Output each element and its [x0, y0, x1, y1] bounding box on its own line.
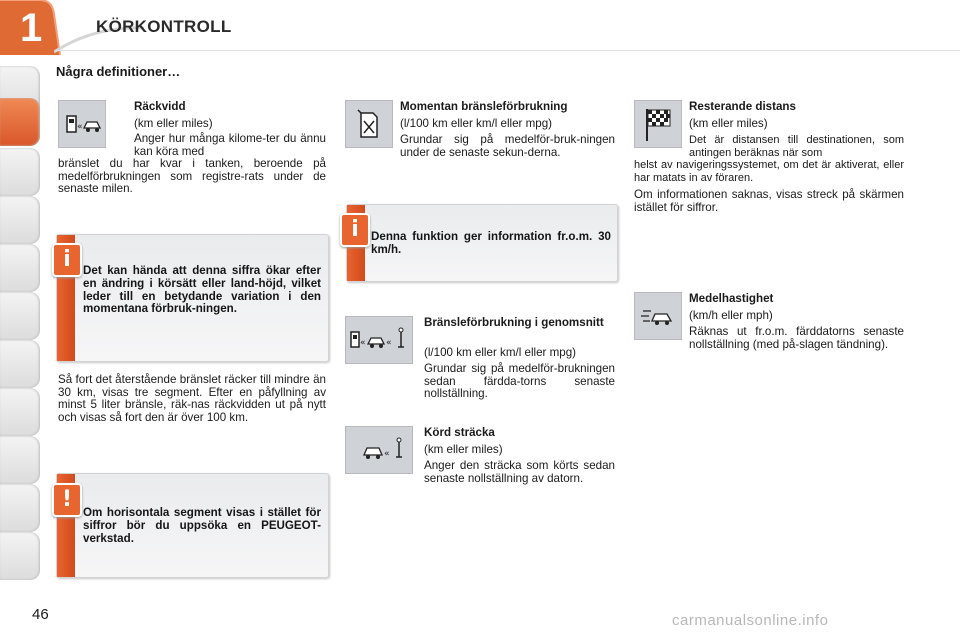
instant-consumption-heading: Momentan bränsleförbrukning	[400, 100, 568, 113]
side-tab-active[interactable]	[0, 98, 40, 146]
section-heading: Några definitioner…	[56, 64, 181, 79]
svg-text:«: «	[77, 122, 83, 132]
page-number: 46	[32, 606, 49, 623]
car-speed-icon	[634, 292, 682, 340]
header-rule	[56, 50, 960, 51]
range-body: bränslet du har kvar i tanken, beroende på medelförbrukningen som registre-rats under de senaste milen.	[58, 157, 326, 196]
side-tab-7[interactable]	[0, 388, 40, 436]
fuel-car-distance-icon	[345, 316, 413, 364]
average-consumption-heading: Bränsleförbrukning i genomsnitt	[424, 316, 604, 329]
chapter-tab	[0, 0, 62, 55]
range-unit: (km eller miles)	[134, 117, 213, 130]
info-callout	[346, 204, 618, 282]
car-distance-icon	[345, 426, 413, 474]
instant-consumption-unit: (l/100 km eller km/l eller mpg)	[400, 117, 553, 130]
remaining-distance-unit: (km eller miles)	[689, 117, 768, 130]
instant-consumption-body: Grundar sig på medelför-bruk-ningen under de senaste sekun-derna.	[400, 133, 615, 159]
range-heading: Räckvidd	[134, 100, 186, 113]
svg-text:«: «	[386, 338, 392, 348]
svg-text:«: «	[384, 449, 390, 459]
warning-icon: !	[52, 483, 82, 517]
remaining-distance-body-indent: Det är distansen till destinationen, som antingen beräknas när som	[689, 134, 904, 159]
side-tab-6[interactable]	[0, 340, 40, 388]
distance-travelled-heading: Körd sträcka	[424, 426, 495, 439]
fuel-pump-car-icon	[58, 100, 106, 148]
side-tab-8[interactable]	[0, 436, 40, 484]
warning-callout-text: Om horisontala segment visas i stället för siffror bör du uppsöka en PEUGEOT-verkstad.	[83, 506, 321, 545]
distance-travelled-unit: (km eller miles)	[424, 443, 503, 456]
side-tab-4[interactable]	[0, 244, 40, 292]
range-body-indent: Anger hur många kilome-ter du ännu kan köra med	[134, 132, 326, 158]
remaining-distance-note: Om informationen saknas, visas streck på skärmen istället för siffror.	[634, 188, 904, 214]
distance-travelled-body: Anger den sträcka som körts sedan senaste nollställning av datorn.	[424, 459, 615, 485]
side-tab-10[interactable]	[0, 532, 40, 580]
side-tab-5[interactable]	[0, 292, 40, 340]
page-title: KÖRKONTROLL	[96, 17, 232, 36]
remaining-distance-heading: Resterande distans	[689, 100, 796, 113]
side-tab-2[interactable]	[0, 148, 40, 196]
info-callout-text: Det kan hända att denna siffra ökar efter en ändring i körsätt eller land-höjd, vilket leder till en betydande variation i den momentana förbruk-ningen.	[83, 264, 321, 316]
svg-text:«: «	[360, 338, 366, 348]
chapter-number: 1	[20, 6, 43, 50]
average-speed-body: Räknas ut fr.o.m. färddatorns senaste nollställning (med på-slagen tändning).	[689, 325, 904, 351]
average-consumption-body: Grundar sig på medelför-brukningen sedan färdda-torns senaste nollställning.	[424, 362, 615, 401]
average-consumption-unit: (l/100 km eller km/l eller mpg)	[424, 346, 577, 359]
checkered-flag-icon	[634, 100, 682, 148]
warning-callout	[56, 473, 329, 578]
average-speed-heading: Medelhastighet	[689, 292, 774, 305]
info-icon: i	[340, 213, 370, 247]
info-icon: i	[52, 243, 82, 277]
remaining-distance-body: helst av navigeringssystemet, om det är aktiverat, eller har matats in av föraren.	[634, 159, 904, 184]
fuel-can-icon	[345, 100, 393, 148]
side-tab-9[interactable]	[0, 484, 40, 532]
average-speed-unit: (km/h eller mph)	[689, 309, 773, 322]
info-callout-text: Denna funktion ger information fr.o.m. 30 km/h.	[371, 230, 611, 256]
info-callout	[56, 234, 329, 362]
side-tab-3[interactable]	[0, 196, 40, 244]
range-note: Så fort det återstående bränslet räcker till mindre än 30 km, visas tre segment. Efter en påfyllning av minst 5 liter bränsle, räk-nas räckvidden ut på nytt och visas så fort den är över 100 km.	[58, 373, 326, 424]
watermark: carmanualsonline.info	[672, 612, 829, 629]
